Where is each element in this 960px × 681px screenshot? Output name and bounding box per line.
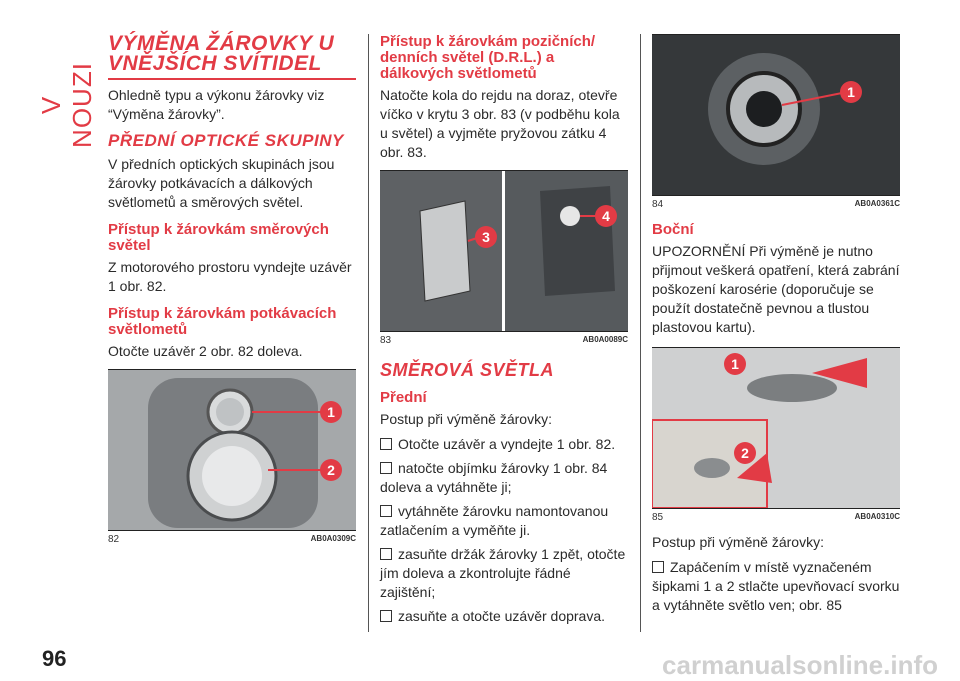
step-item xyxy=(652,558,900,615)
step-item xyxy=(380,502,628,540)
callout-1: 1 xyxy=(724,353,746,375)
step-text: Otočte uzávěr a vyndejte 1 obr. 82. xyxy=(398,436,616,452)
step-text: vytáhněte žárovku namontovanou zatlačením a vyměňte ji. xyxy=(380,503,609,538)
page-number: 96 xyxy=(42,646,67,671)
checkbox-icon xyxy=(380,548,392,560)
step-text: zasuňte a otočte uzávěr doprava. xyxy=(398,608,606,624)
figure-code: AB0A0089C xyxy=(582,335,628,344)
headlight-photo xyxy=(108,370,356,530)
position-text: Natočte kola do rejdu na doraz, otevře víčko v krytu 3 obr. 83 (v podběhu kola u světel) a vyjměte pryžovou zátku 4 obr. 83. xyxy=(380,87,620,160)
callout-4: 4 xyxy=(595,205,617,227)
checkbox-icon xyxy=(380,610,392,622)
callout-2: 2 xyxy=(734,442,756,464)
checkbox-icon xyxy=(652,561,664,573)
figure-82-caption xyxy=(108,531,356,545)
heading-front: Přední xyxy=(380,389,427,406)
front-intro: Postup při výměně žárovky: xyxy=(380,411,552,427)
column-divider xyxy=(368,34,369,632)
intro-text: Ohledně typu a výkonu žárovky viz “Výměna žárovky”. xyxy=(108,87,325,122)
checkbox-icon xyxy=(380,438,392,450)
figure-82 xyxy=(108,369,356,531)
watermark: carmanualsonline.info xyxy=(662,650,938,680)
figure-number: 83 xyxy=(380,335,392,346)
column-1 xyxy=(108,34,356,545)
chapter-label: V NOUZI xyxy=(36,62,97,148)
wheel-arch-photo xyxy=(380,171,628,331)
figure-84 xyxy=(652,34,900,196)
heading-lowbeam-access: Přístup k žárovkám potkávacích světlometů xyxy=(108,305,337,338)
step-item xyxy=(380,607,628,626)
heading-side: Boční xyxy=(652,221,694,238)
checkbox-icon xyxy=(380,505,392,517)
callout-1: 1 xyxy=(320,401,342,423)
step-item xyxy=(380,545,628,602)
column-3 xyxy=(652,34,900,620)
checkbox-icon xyxy=(380,462,392,474)
section-title: VÝMĚNA ŽÁROVKY U VNĚJŠÍCH SVÍTIDEL xyxy=(108,34,356,80)
figure-number: 84 xyxy=(652,199,664,210)
side-warning: UPOZORNĚNÍ Při výměně je nutno přijmout veškerá opatření, která zabrání poškození karosérie (doporučuje se použít dostatečně pevnou a tlustou plastovou kartu). xyxy=(652,243,900,335)
lowbeam-text: Otočte uzávěr 2 obr. 82 doleva. xyxy=(108,343,303,359)
side-intro: Postup při výměně žárovky: xyxy=(652,534,824,550)
subsection-text: V předních optických skupinách jsou žárovky potkávacích a dálkových světlometů a směrových světel. xyxy=(108,156,335,210)
step-item xyxy=(380,435,628,454)
callout-3: 3 xyxy=(475,226,497,248)
direction-text: Z motorového prostoru vyndejte uzávěr 1 obr. 82. xyxy=(108,259,352,294)
step-text: zasuňte držák žárovky 1 zpět, otočte jím doleva a zkontrolujte řádné zajištění; xyxy=(380,546,626,600)
section-title-indicators: SMĚROVÁ SVĚTLA xyxy=(380,360,555,380)
figure-number: 82 xyxy=(108,534,120,545)
step-text: Zapáčením v místě vyznačeném šipkami 1 a 2 stlačte upevňovací svorku a vytáhněte světlo ven; obr. 85 xyxy=(652,559,900,613)
figure-85-caption xyxy=(652,509,900,523)
step-item xyxy=(380,459,628,497)
bulb-holder-photo xyxy=(652,35,900,195)
step-text: natočte objímku žárovky 1 obr. 84 doleva a vytáhněte ji; xyxy=(380,460,608,495)
column-2 xyxy=(380,34,628,631)
figure-code: AB0A0361C xyxy=(854,199,900,208)
callout-1: 1 xyxy=(840,81,862,103)
heading-position-access: Přístup k žárovkám pozičních/ denních světel (D.R.L.) a dálkových světlometů xyxy=(380,33,596,82)
figure-83 xyxy=(380,170,628,332)
figure-85 xyxy=(652,347,900,509)
figure-number: 85 xyxy=(652,512,664,523)
column-divider xyxy=(640,34,641,632)
figure-code: AB0A0309C xyxy=(310,534,356,543)
chapter-side-tab xyxy=(36,34,97,148)
side-indicator-photo xyxy=(652,348,900,508)
figure-83-caption xyxy=(380,332,628,346)
callout-2: 2 xyxy=(320,459,342,481)
figure-84-caption xyxy=(652,196,900,210)
subsection-title: PŘEDNÍ OPTICKÉ SKUPINY xyxy=(108,131,344,150)
heading-direction-access: Přístup k žárovkám směrových světel xyxy=(108,221,329,254)
figure-code: AB0A0310C xyxy=(854,512,900,521)
